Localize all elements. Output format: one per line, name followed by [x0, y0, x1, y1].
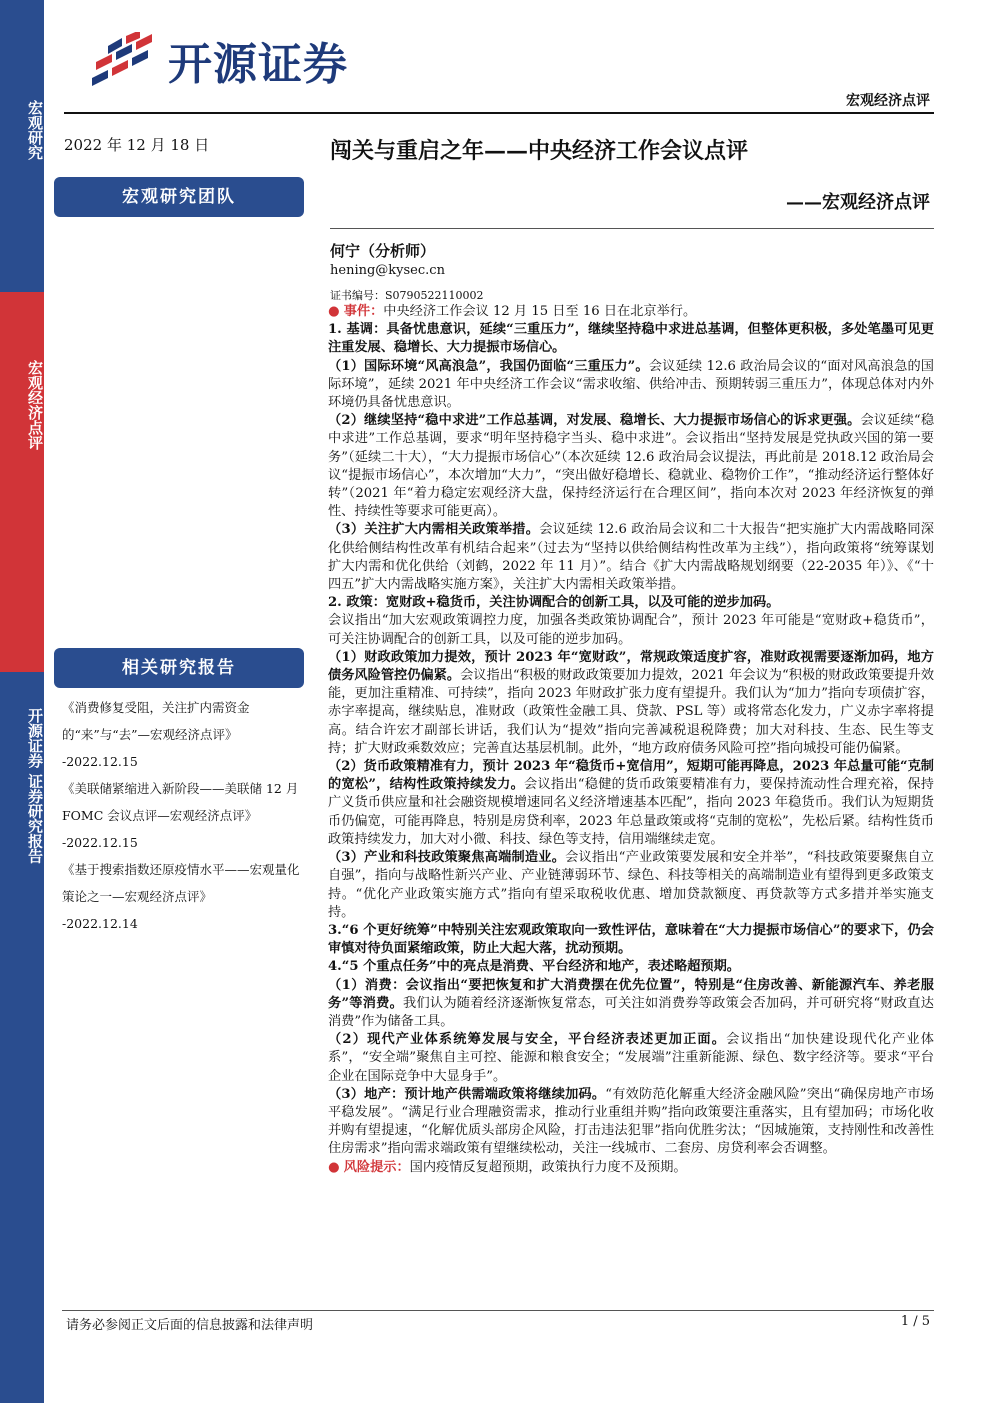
report-date: 2022 年 12 月 18 日: [64, 136, 210, 154]
header-divider: [64, 112, 934, 114]
related-report-item[interactable]: 《美联储紧缩进入新阶段——美联储 12 月 FOMC 会议点评—宏观经济点评》 -2022.12.15: [62, 781, 299, 850]
related-reports-label: 相关研究报告: [54, 648, 304, 688]
section-1-heading: 1. 基调：具备忧患意识，延续“三重压力”，继续坚持稳中求进总基调，但整体更积极，多处笔墨可见更注重发展、稳增长、大力提振市场信心。: [328, 322, 934, 356]
brand-logo: [88, 28, 348, 92]
footer-divider: [62, 1310, 934, 1311]
sidebar: [0, 0, 44, 1403]
related-report-item[interactable]: 《消费修复受阻，关注扩内需资金的“来”与“去”—宏观经济点评》 -2022.12.15: [62, 700, 250, 769]
section-1-3: （3）关注扩大内需相关政策举措。会议延续 12.6 政治局会议和二十大报告“把实施扩大内需战略同深化供给侧结构性改革有机结合起来”（过去为“坚持以供给侧结构性改革为主线”），指向政策将“统筹谋划扩大内需和优化供给（刘鹤，2022 年 11 月）”。结合《扩大内需战略规划纲要（22-2035 年）》、《“十四五”扩大内需战略实施方案》，关注扩大内需相关政策举措。: [328, 522, 934, 593]
sidebar-label-top: 宏观研究: [26, 100, 44, 160]
section-2-3: （3）产业和科技政策聚焦高端制造业。会议指出“产业政策要发展和安全并举”，“科技政策要聚焦自立自强”，指向与战略性新兴产业、产业链薄弱环节、绿色、科技等相关的高端制造业有望得到更多政策支持。“优化产业政策实施方式”指向有望采取税收优惠、增加贷款额度、再贷款等方式多措并举实施支持。: [328, 850, 934, 920]
section-2-heading: 2. 政策：宽财政+稳货币，关注协调配合的创新工具，以及可能的逆步加码。: [328, 595, 780, 611]
related-report-item[interactable]: 《基于搜索指数还原疫情水平——宏观量化策论之一—宏观经济点评》 -2022.12.14: [62, 862, 300, 931]
section-1-1: （1）国际环境“风高浪急”，我国仍面临“三重压力”。会议延续 12.6 政治局会议的“面对风高浪急的国际环境”，延续 2021 年中央经济工作会议“需求收缩、供给冲击、预期转弱三重压力”，体现总体对内外环境仍具备忧患意识。: [328, 358, 934, 411]
author-name: 何宁（分析师）: [330, 242, 436, 260]
section-4-3: （3）地产：预计地产供需端政策将继续加码。“有效防范化解重大经济金融风险”突出“确保房地产市场平稳发展”。“满足行业合理融资需求，推动行业重组并购”指向政策要注重落实，且有望加码；市场化收并购有望提速，“化解优质头部房企风险，打击违法犯罪”指向优胜劣汰；“因城施策，支持刚性和改善性住房需求”指向需求端政策有望继续松动，关注一线城市、二套房、房贷利率会否调整。: [328, 1086, 934, 1157]
report-title: 闯关与重启之年——中央经济工作会议点评: [330, 138, 749, 164]
team-label: 宏观研究团队: [54, 177, 304, 217]
section-1-2: （2）继续坚持“稳中求进”工作总基调，对发展、稳增长、大力提振市场信心的诉求更强。会议延续“稳中求进”工作总基调，要求“明年坚持稳字当头、稳中求进”。会议指出“坚持发展是党执政兴国的第一要务”（延续二十大），“大力提振市场信心”（本次延续 12.6 政治局会议提法，再此前是 2018.12 政治局会议“提振市场信心”，本次增加“大力”，“突出做好稳增长、稳就业、稳物价工作”，“推动经济运行整体好转”（2021 年“着力稳定宏观经济大盘，保持经济运行在合理区间”，指向本次对 2023 年经济恢复的弹性、持续性等要求可能更高）。: [328, 413, 935, 520]
section-2-2: （2）货币政策精准有力，预计 2023 年“稳货币+宽信用”，短期可能再降息，2023 年总量可能“克制的宽松”，结构性政策持续发力。会议指出“稳健的货币政策要精准有力，要保持流动性合理充裕，保持广义货币供应量和社会融资规模增速同名义经济增速基本匹配”，指向 2023 年稳货币。我们认为短期货币仍偏宽，可能再降息，特别是房贷利率，2023 年总量政策或将“克制的宽松”，先松后紧。结构性货币政策持续发力，加大对小微、科技、绿色等支持，信用端继续走宽。: [328, 759, 934, 847]
section-4-1: （1）消费：会议指出“要把恢复和扩大消费摆在优先位置”，特别是“住房改善、新能源汽车、养老服务”等消费。我们认为随着经济逐渐恢复常态，可关注如消费券等政策会否加码，并可研究将“财政直达消费”作为储备工具。: [328, 977, 934, 1029]
page-number: 1 / 5: [900, 1314, 930, 1329]
brand-name: 开源证券: [168, 39, 348, 90]
author-email[interactable]: hening@kysec.cn: [330, 263, 445, 278]
author-cert: 证书编号：S0790522110002: [330, 289, 484, 302]
bullet-icon: ●: [328, 304, 340, 319]
section-2-1: （1）财政政策加力提效，预计 2023 年“宽财政”，常规政策适度扩容，准财政视需要逐渐加码，地方债务风险管控仍偏紧。会议指出“积极的财政政策要加力提效，2021 年会议为“积极的财政政策要提升效能，更加注重精准、可持续”，指向 2023 年财政扩张力度有望提升。我们认为“加力”指向专项债扩容，赤字率提高，继续贴息，准财政（政策性金融工具、贷款、PSL 等）或将常态化发力，广义赤字率将提高。结合许宏才副部长讲话，我们认为“提效”指向完善减税退税降费；加大对科技、生态、民生等支持；扩大财政乘数效应；完善直达基层机制。此外，“地方政府债务风险可控”指向城投可能仍偏紧。: [328, 649, 935, 756]
sidebar-label-bottom: 开源证券 证券研究报告: [26, 708, 44, 864]
section-3-heading: 3.“6 个更好统筹”中特别关注宏观政策取向一致性评估，意味着在“大力提振市场信心”的要求下，仍会审慎对待负面紧缩政策，防止大起大落，扰动预期。: [328, 922, 934, 957]
bullet-icon: ●: [328, 1159, 340, 1175]
section-2-text: 会议指出“加大宏观政策调控力度，加强各类政策协调配合”，预计 2023 年可能是“宽财政+稳货币”，可关注协调配合的创新工具，以及可能的逆步加码。: [328, 613, 934, 647]
footer-disclaimer: 请务必参阅正文后面的信息披露和法律声明: [66, 1318, 314, 1333]
related-reports-list: [62, 694, 308, 937]
section-4-2: （2）现代产业体系统筹发展与安全，平台经济表述更加正面。会议指出“加快建设现代化产业体系”，“安全端”聚焦自主可控、能源和粮食安全；“发展端”注重新能源、绿色、数字经济等。要求“平台企业在国际竞争中大显身手”。: [328, 1032, 934, 1084]
header-tag: 宏观经济点评: [846, 93, 930, 109]
risk-paragraph: ● 风险提示：国内疫情反复超预期，政策执行力度不及预期。: [328, 1159, 687, 1175]
section-4-heading: 4.“5 个重点任务”中的亮点是消费、平台经济和地产，表述略超预期。: [328, 959, 740, 975]
sidebar-red-section: [0, 292, 44, 672]
report-body: [328, 303, 934, 1177]
report-subtitle: ——宏观经济点评: [786, 192, 930, 213]
logo-mark-icon: [88, 32, 158, 88]
event-paragraph: ● 事件：中央经济工作会议 12 月 15 日至 16 日在北京举行。: [328, 304, 697, 319]
sidebar-label-middle: 宏观经济点评: [26, 360, 44, 450]
subtitle-divider: [330, 228, 934, 229]
